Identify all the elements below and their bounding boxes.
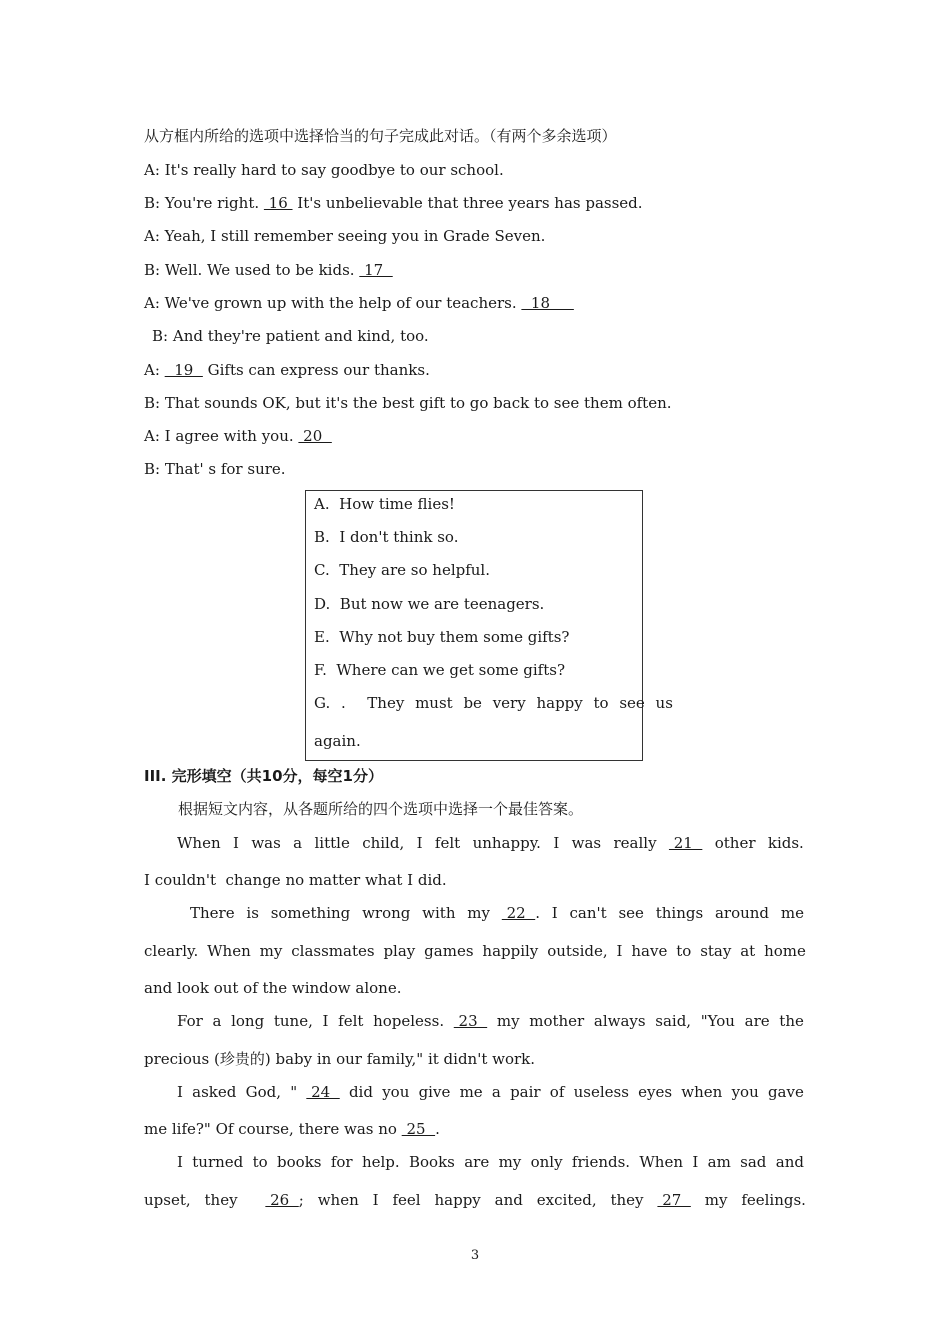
word: give (418, 1083, 451, 1101)
option-b: B. I don't think so. (314, 528, 459, 546)
punctuation: . (535, 904, 540, 922)
word: I (233, 834, 239, 852)
word: and (775, 1153, 804, 1171)
word: I (416, 834, 423, 852)
word: unhappy. (472, 834, 541, 852)
word: stay (700, 942, 732, 960)
word: happily (482, 942, 539, 960)
word: God, (245, 1083, 281, 1101)
page-number: 3 (470, 1248, 480, 1263)
line-text-after: It's unbelievable that three years has passed. (292, 194, 643, 212)
word: only (530, 1153, 563, 1171)
dialogue-line-10 (144, 459, 286, 479)
option-c: C. They are so helpful. (314, 561, 491, 579)
word: long (231, 1012, 265, 1030)
speaker: B: (144, 394, 161, 412)
word: I (372, 1191, 379, 1209)
line-text: I agree with you. (164, 427, 299, 445)
line-text: You're right. (164, 194, 264, 212)
word: child, (362, 834, 405, 852)
blank-26 (265, 1190, 303, 1210)
dialogue-line-4 (144, 260, 393, 280)
word: I (551, 904, 558, 922)
dialogue-line-1 (144, 160, 504, 180)
word: hopeless. (373, 1012, 445, 1030)
word: see (618, 904, 644, 922)
word: around (714, 904, 770, 922)
punctuation: ; (298, 1191, 304, 1209)
word: things (655, 904, 704, 922)
line-text: That' s for sure. (164, 460, 286, 478)
option-f: F. Where can we get some gifts? (314, 661, 565, 679)
word: other (714, 834, 756, 852)
speaker: A: (144, 227, 160, 245)
word: really (613, 834, 657, 852)
word: Books (409, 1153, 455, 1171)
word: I (616, 942, 623, 960)
passage-line-9 (144, 1119, 440, 1139)
word: of (549, 1083, 565, 1101)
dialogue-line-2 (144, 193, 643, 213)
word: said, (655, 1012, 692, 1030)
word: am (707, 1153, 731, 1171)
option-e: E. Why not buy them some gifts? (314, 628, 570, 646)
word: outside, (547, 942, 608, 960)
word: upset, (144, 1191, 191, 1209)
word: they (204, 1191, 238, 1209)
passage-line-1 (177, 833, 804, 853)
option-d: D. But now we are teenagers. (314, 595, 545, 613)
word: useless (573, 1083, 629, 1101)
blank-16: 16 (263, 194, 293, 212)
word: you (382, 1083, 410, 1101)
word: have (631, 942, 668, 960)
blank-27 (657, 1190, 690, 1210)
passage-line-5: and look out of the window alone. (144, 979, 402, 997)
speaker: B: (144, 261, 161, 279)
word: For (177, 1012, 203, 1030)
dialogue-line-9 (144, 426, 332, 446)
word: always (593, 1012, 646, 1030)
line-text: And they're patient and kind, too. (172, 327, 429, 345)
word: I (322, 1012, 329, 1030)
word: my (498, 1153, 522, 1171)
option-a: A. How time flies! (314, 495, 455, 513)
word: are (464, 1153, 490, 1171)
passage-line-7: precious (珍贵的) baby in our family," it didn't work. (144, 1050, 536, 1068)
word: clearly. (144, 942, 199, 960)
word: little (314, 834, 350, 852)
word: kids. (767, 834, 804, 852)
option-g-continued: again. (314, 732, 361, 750)
word: a (212, 1012, 222, 1030)
word: There (190, 904, 235, 922)
word: my (259, 942, 283, 960)
word: to (252, 1153, 268, 1171)
word: classmates (291, 942, 375, 960)
word: pair (510, 1083, 541, 1101)
passage-line-3 (190, 903, 804, 923)
word: and (494, 1191, 523, 1209)
word: when (317, 1191, 359, 1209)
word: can't (569, 904, 607, 922)
word: When (177, 834, 221, 852)
blank-label: 23 (453, 1012, 488, 1030)
word: When (639, 1153, 684, 1171)
passage-line-8 (177, 1082, 804, 1102)
word: I (692, 1153, 699, 1171)
line-text: Well. We used to be kids. (164, 261, 360, 279)
word: are (744, 1012, 770, 1030)
word: books (277, 1153, 322, 1171)
word: you (731, 1083, 759, 1101)
word: I (553, 834, 560, 852)
word: turned (192, 1153, 244, 1171)
word: my (704, 1191, 728, 1209)
word: play (383, 942, 416, 960)
line-text: It's really hard to say goodbye to our school. (164, 161, 504, 179)
blank-20: 20 (298, 427, 332, 445)
dialogue-line-6 (152, 326, 429, 346)
word: the (779, 1012, 804, 1030)
blank-21 (669, 833, 702, 853)
passage-line-2: I couldn't change no matter what I did. (144, 871, 447, 889)
option-g: G. . They must be very happy to see us (314, 694, 673, 712)
word: for (330, 1153, 353, 1171)
word: my (496, 1012, 520, 1030)
dialogue-line-5 (144, 293, 574, 313)
word: wrong (362, 904, 411, 922)
word: a (491, 1083, 501, 1101)
blank-label: 21 (668, 834, 703, 852)
passage-line-10 (177, 1152, 804, 1172)
word: is (246, 904, 259, 922)
word: mother (529, 1012, 585, 1030)
blank-23 (454, 1011, 487, 1031)
passage-line-4 (144, 941, 806, 961)
speaker: A: (144, 427, 160, 445)
word: I (177, 1153, 183, 1171)
blank-22 (502, 903, 540, 923)
line-text: me life?" Of course, there was no (144, 1120, 402, 1138)
word: games (424, 942, 474, 960)
section-instruction: 根据短文内容，从各题所给的四个选项中选择一个最佳答案。 (178, 800, 584, 818)
blank-25: 25 (401, 1120, 436, 1138)
word: to (676, 942, 692, 960)
word: me (459, 1083, 483, 1101)
speaker: A: (144, 294, 160, 312)
word: something (270, 904, 351, 922)
speaker: B: (144, 460, 161, 478)
word: sad (740, 1153, 767, 1171)
instruction: 从方框内所给的选项中选择恰当的句子完成此对话。（有两个多余选项） (144, 127, 617, 145)
blank-label: 22 (501, 904, 536, 922)
dialogue-line-7 (144, 360, 430, 380)
word: "You (700, 1012, 735, 1030)
word: felt (338, 1012, 364, 1030)
dialogue-line-8 (144, 393, 672, 413)
word: When (207, 942, 251, 960)
line-text: That sounds OK, but it's the best gift to go back to see them often. (164, 394, 672, 412)
word: a (293, 834, 303, 852)
word: excited, (536, 1191, 597, 1209)
word: home (764, 942, 806, 960)
word: was (571, 834, 602, 852)
word: gave (767, 1083, 804, 1101)
blank-24 (306, 1082, 339, 1102)
speaker: A: (144, 361, 160, 379)
line-text-after: Gifts can express our thanks. (202, 361, 430, 379)
blank-18: 18 (521, 294, 574, 312)
blank-17: 17 (359, 261, 393, 279)
passage-line-6 (177, 1011, 804, 1031)
word: when (681, 1083, 723, 1101)
speaker: A: (144, 161, 160, 179)
blank-19: 19 (164, 361, 203, 379)
word: with (422, 904, 456, 922)
word: felt (434, 834, 461, 852)
word: feel (392, 1191, 421, 1209)
line-end: . (435, 1120, 440, 1138)
word: was (251, 834, 281, 852)
word: help. (361, 1153, 400, 1171)
blank-label: 24 (306, 1083, 340, 1101)
line-text: We've grown up with the help of our teachers. (164, 294, 522, 312)
word: did (348, 1083, 373, 1101)
passage-line-11 (144, 1190, 806, 1210)
blank-label: 26 (265, 1191, 299, 1209)
word: happy (434, 1191, 481, 1209)
word: asked (192, 1083, 237, 1101)
word: tune, (273, 1012, 313, 1030)
word: feelings. (741, 1191, 806, 1209)
word: " (290, 1083, 298, 1101)
section-title: III. 完形填空（共10分，每空1分） (144, 767, 383, 785)
word: I (177, 1083, 183, 1101)
word: friends. (571, 1153, 631, 1171)
word: me (780, 904, 804, 922)
word: they (610, 1191, 644, 1209)
line-text: Yeah, I still remember seeing you in Grade Seven. (164, 227, 546, 245)
speaker: B: (144, 194, 161, 212)
word: my (467, 904, 490, 922)
blank-label: 27 (657, 1191, 691, 1209)
speaker: B: (152, 327, 169, 345)
dialogue-line-3 (144, 226, 545, 246)
word: at (740, 942, 756, 960)
word: eyes (638, 1083, 673, 1101)
